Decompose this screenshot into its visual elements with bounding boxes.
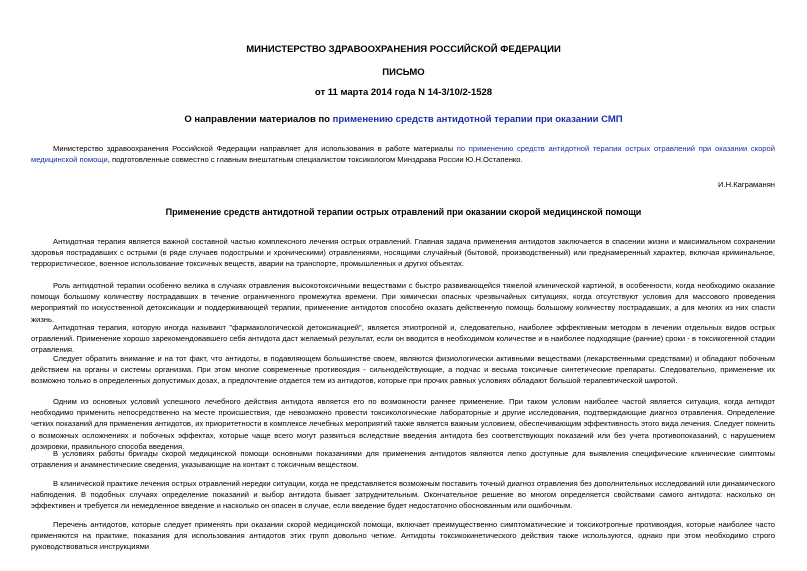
signature: И.Н.Каграманян — [718, 180, 775, 189]
cover-letter-text: Министерство здравоохранения Российской Федерации направляет для использования в работе материалы — [53, 144, 457, 153]
section-title: Применение средств антидотной терапии острых отравлений при оказании скорой медицинской помощи — [165, 207, 642, 217]
body-paragraph: Одним из основных условий успешного лечебного действия антидота является его по возможности раннее применение. При таком условии наиболее частой является ситуация, когда антидот необходимо применить непосредственно на месте происшествия, где невозможно провести токсикологические лабораторные и другие исследования, подтверждающие диагноз отравления. Определение четких показаний для применения антидотов, их приоритетности в комплексе лечебных мероприятий также является важным условием, обеспечивающим эффективность этого вида лечения. Следует помнить о возможных осложнениях и побочных эффектах, которые чаще всего могут развиться вследствие введения антидота без соответствующих показаний или без учета противопоказаний, с нарушением дозировки, правильного способа введения. — [31, 397, 775, 451]
body-paragraph: Перечень антидотов, которые следует применять при оказании скорой медицинской помощи, включает преимущественно симптоматические и токсикотропные противоядия, которые наиболее часто применяются на практике, показания для использования антидотов этих групп довольно четкие. Антидоты токсикокинетического действия также используются, однако при этом необходимо строго руководствоваться инструкциями — [31, 520, 775, 552]
body-paragraph: Следует обратить внимание и на тот факт, что антидоты, в подавляющем большинстве своем, являются физиологически активными веществами (лекарственными средствами) и обладают побочным действием на органы и системы организма. При этом многие современные противоядия - сильнодействующие, а подчас и весьма токсичные синтетические препараты. Следовательно, применение их возможно только в определенных допустимых дозах, а предпочтение отдается тем из антидотов, которые при прочих равных условиях обладают большой терапевтической широтой. — [31, 354, 775, 386]
body-paragraph: В условиях работы бригады скорой медицинской помощи основными показаниями для применения антидотов являются легко доступные для выявления специфические клинические симптомы отравления и анамнестические сведения, указывающие на контакт с токсичным веществом. — [31, 449, 775, 470]
body-paragraph: Антидотная терапия, которую иногда называют "фармакологической детоксикацией", является этиотропной и, следовательно, наиболее эффективным методом в лечении отдельных видов острых отравлений. Применение хорошо зарекомендовавшего себя антидота даст желаемый результат, если он вводится в необходимом количестве и в наиболее подходящие (ранние) сроки - в токсикогенной стадии отравления. — [31, 323, 775, 355]
cover-letter-text-end: , подготовленные совместно с главным внештатным специалистом токсикологом Минздрава России Ю.Н.Остапенко. — [107, 155, 523, 165]
body-paragraph: Антидотная терапия является важной составной частью комплексного лечения острых отравлений. Главная задача применения антидотов заключается в спасении жизни и максимальном сохранении здоровья пострадавших с острыми (в ряде случаев подострыми и хроническими) отравлениями, носящими случайный (бытовой, производственный) или преднамеренный характер, включая криминальное, террористическое, военное использование токсичных веществ, аварии на транспорте, промышленных и других объектах. — [31, 237, 775, 269]
cover-letter-paragraph — [31, 143, 775, 165]
body-paragraph: Роль антидотной терапии особенно велика в случаях отравления высокотоксичными веществами с быстро развивающейся тяжелой клинической картиной, в особенности, когда необходимо оказание помощи большому количеству пострадавших в течение ограниченного промежутка времени. При химически опасных чрезвычайных ситуациях, когда отсутствуют условия для массового проведения мероприятий по искусственной детоксикации и поддерживающей терапии, применение антидотов способно оказать действенную помощь большому количеству пострадавших, а для многих из них спасти жизнь. — [31, 281, 775, 324]
cover-letter-link[interactable]: по применению средств антидотной терапии острых отравлений при оказании скорой медицинской помощи — [31, 144, 775, 165]
document-date-number: от 11 марта 2014 года N 14-3/10/2-1528 — [314, 87, 493, 98]
document-subject — [0, 114, 807, 125]
body-paragraph: В клинической практике лечения острых отравлений нередки ситуации, когда не представляется возможным поставить точный диагноз отравления без дополнительных исследований или динамического наблюдения. В подобных случаях определение показаний и выбор антидота бывает затруднительным. Окончательное решение во многом определяется свойствами самого антидота: насколько он эффективен и требуется ли немедленное введение и насколько он опасен в случае, если введение будет недостаточно обоснованным или ошибочным. — [31, 479, 775, 511]
subject-link[interactable]: применению средств антидотной терапии при оказании СМП — [332, 114, 623, 125]
ministry-title: МИНИСТЕРСТВО ЗДРАВООХРАНЕНИЯ РОССИЙСКОЙ ФЕДЕРАЦИИ — [246, 44, 561, 55]
document-type: ПИСЬМО — [382, 67, 425, 78]
subject-prefix: О направлении материалов по — [184, 114, 333, 125]
